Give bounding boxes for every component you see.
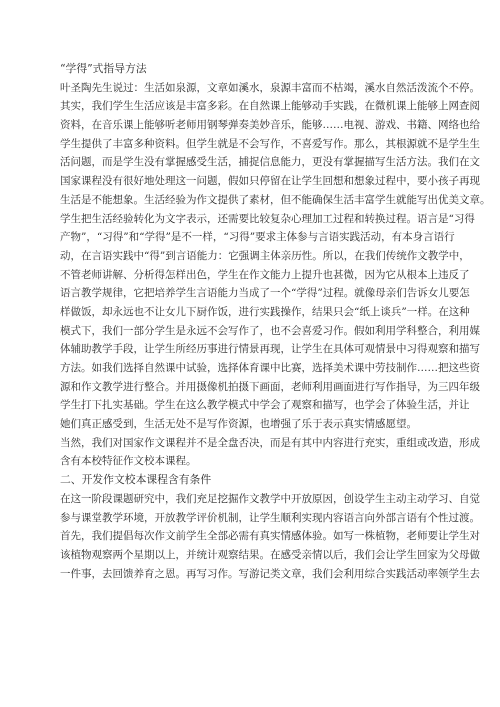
paragraph-line: 动，在言语实践中“得”到言语能力：它强调主体亲历性。所以，在我们传统作文教学中，	[60, 249, 470, 262]
paragraph-line: 活问题，而是学生没有掌握感受生活，捕捉信息能力，更没有掌握描写生活方法。我们在文	[60, 156, 480, 169]
paragraph-line: 不管老师讲解、分析得怎样出色，学生在作文能力上提升也甚微，因为它从根本上违反了	[60, 268, 470, 281]
document-title: “学得”式指导方法	[60, 62, 147, 75]
paragraph-2	[60, 490, 480, 583]
paragraph-line: 她们真正感受到，生活无处不是写作资源，也增强了乐于表示真实情感愿望。	[60, 418, 417, 431]
paragraph-line: 该植物观察两个星期以上，并统计观察结果。在感受亲情以后，我们会让学生回家为父母做	[60, 548, 480, 561]
paragraph-line: 体辅助教学手段，让学生所经历事进行情景再现，让学生在具体可观情景中习得观察和描写	[60, 343, 480, 356]
paragraph-line: 语言教学规律，它把培养学生言语能力当成了一个“学得”过程。就像母亲们告诉女儿要怎	[60, 287, 470, 300]
paragraph-line: 在这一阶段课题研究中，我们充足挖掘作文教学中开放原因，创设学生主动主动学习、自觉	[60, 492, 480, 505]
paragraph-line: 一件事，去回馈养育之恩。再写习作。写游记类文章，我们会利用综合实践活动率领学生去	[60, 567, 480, 580]
document-page	[60, 60, 491, 583]
paragraph-line: 方法。如我们选择自然课中试验，选择体育课中比赛，选择美术课中劳技制作……把这些资	[60, 362, 480, 374]
paragraph-line: 模式下，我们一部分学生是永远不会写作了，也不会喜爱习作。假如利用学科整合，利用媒	[60, 324, 480, 337]
paragraph-line: 国家课程没有很好地处理这一问题，假如只停留在让学生回想和想象过程中，要小孩子再现	[60, 175, 480, 188]
section-heading: 二、开发作文校本课程含有条件	[60, 473, 212, 487]
paragraph-line: 其实，我们学生生活应该是丰富多彩。在自然课上能够动手实践，在微机课上能够上网查阅	[60, 100, 480, 113]
paragraph-line: 生活是不能想象。生活经验为作文提供了素材，但不能确保生活丰富学生就能写出优美文章。	[60, 193, 491, 206]
paragraph-1	[60, 79, 491, 471]
paragraph-line: 含有本校特征作文校本课程。	[60, 455, 197, 468]
paragraph-line: 样做饭，却永远也不让女儿下厨作饭，进行实践操作，结果只会“纸上谈兵”一样。在这种	[60, 305, 470, 318]
paragraph-line: 当然，我们对国家作文课程并不是全盘否决，而是有其中内容进行充实，重组或改造，形成	[60, 436, 480, 449]
paragraph-line: 源和作文教学进行整合。并用摄像机拍摄下画面，老师利用画面进行写作指导，为三四年级	[60, 380, 480, 393]
paragraph-line: 产物”，“习得”和“学得”是不一样，“习得”要求主体参与言语实践活动，有本身言语行	[60, 231, 455, 244]
paragraph-line: 学生把生活经验转化为文字表示，还需要比较复杂心理加工过程和转换过程。语言是“习得	[60, 212, 475, 225]
paragraph-line: 资料，在音乐课上能够听老师用钢琴弹奏美妙音乐，能够……电视、游戏、书籍、网络也给	[60, 119, 480, 132]
paragraph-line: 学生打下扎实基础。学生在这么教学模式中学会了观察和描写，也学会了体验生活，并让	[60, 399, 470, 412]
paragraph-line: 学生提供了丰富多种资料。但学生就是不会写作，不喜爱写作。那么，其根源就不是学生生	[60, 137, 480, 150]
paragraph-line: 参与课堂教学环境，开放教学评价机制，让学生顺利实现内容语言向外部言语有个性过渡。	[60, 511, 480, 524]
paragraph-line: 叶圣陶先生说过：生活如泉源，文章如溪水，泉源丰富而不枯竭，溪水自然活泼流个不停。	[60, 81, 480, 94]
paragraph-line: 首先，我们提倡每次作文前学生全部必需有真实情感体验。如写一株植物，老师要让学生对	[60, 530, 480, 543]
